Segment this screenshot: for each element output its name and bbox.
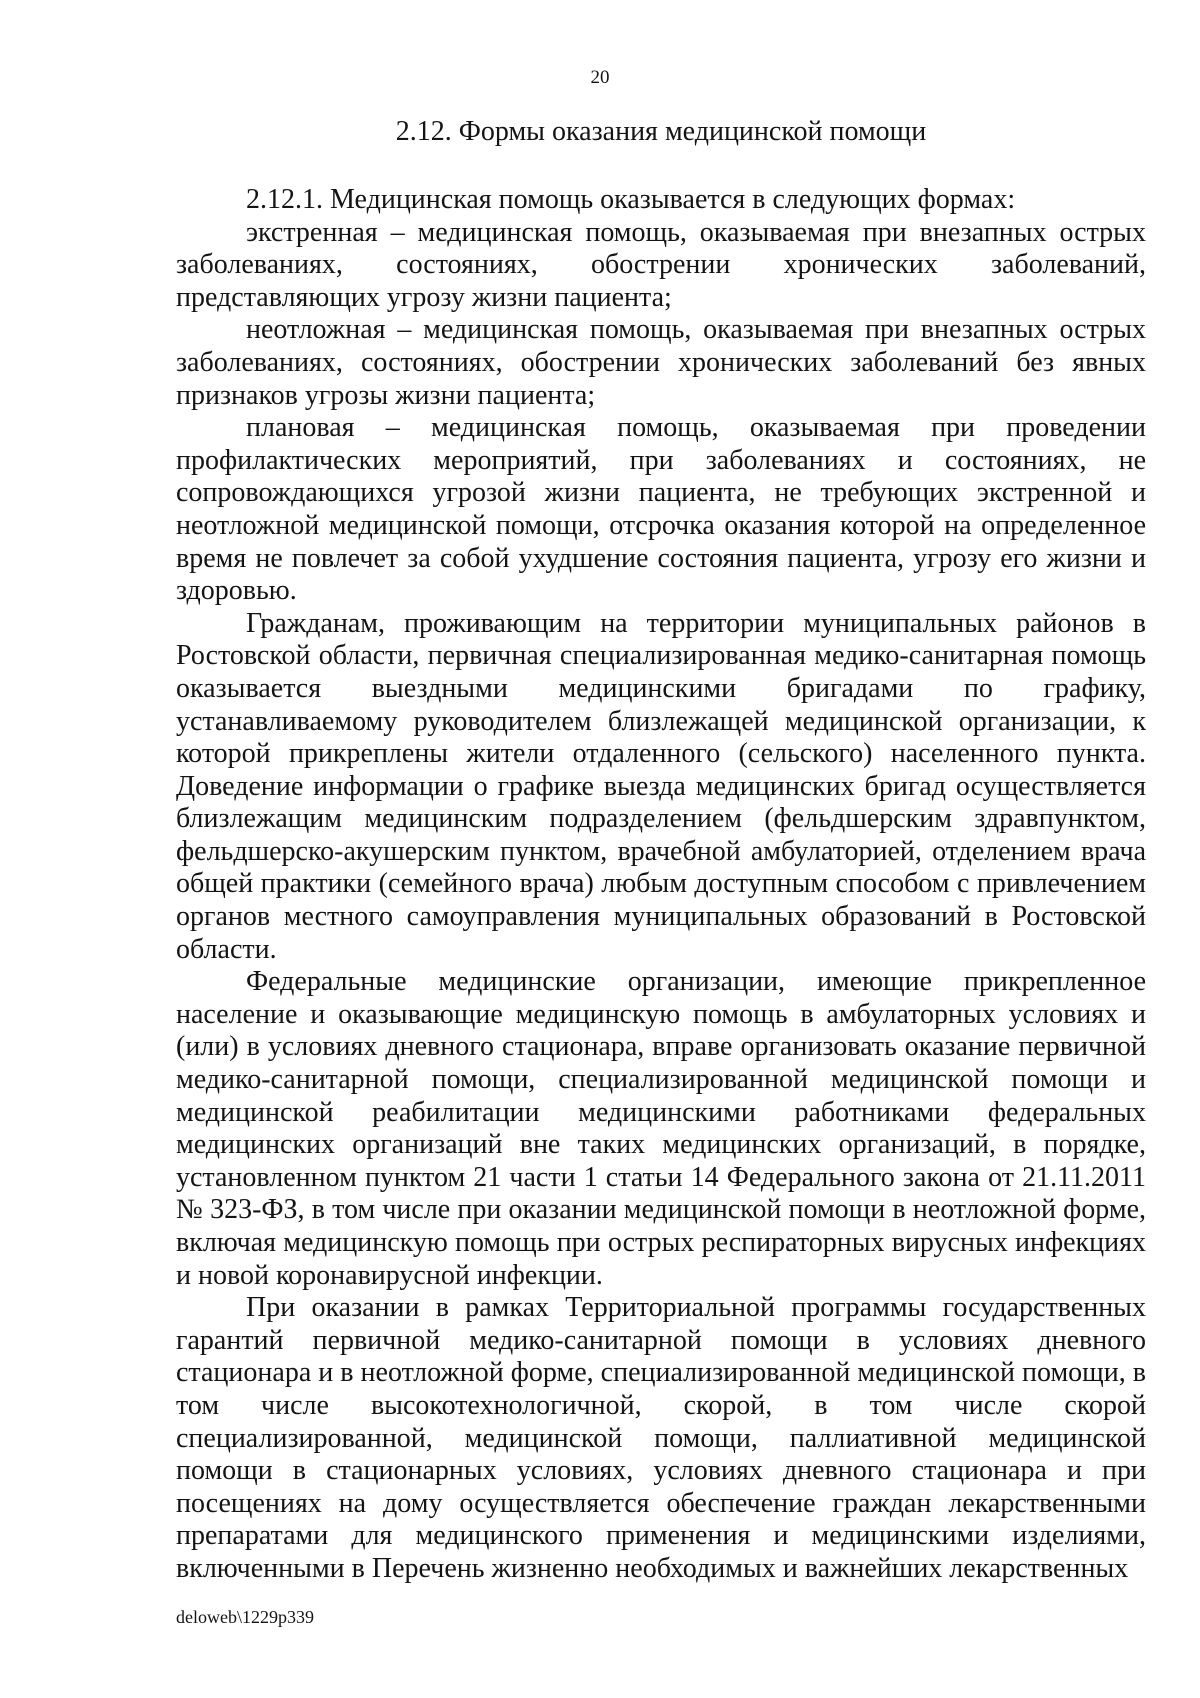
paragraph-intro: 2.12.1. Медицинская помощь оказывается в следующих формах: — [246, 184, 1016, 215]
paragraph-planned-form: плановая – медицинская помощь, оказываемая при проведении профилактических мероприятий, при заболеваниях и состояниях, не сопровождающихся угрозой жизни пациента, не требующих экстренной и неотложной медицинской помощи, отсрочка оказания которой на определенное время не повлечет за собой ухудшение состояния пациента, угрозу его жизни и здоровью. — [176, 412, 1146, 607]
paragraph-federal-organizations: Федеральные медицинские организации, имеющие прикрепленное население и оказывающие медицинскую помощь в амбулаторных условиях и (или) в условиях дневного стационара, вправе организовать оказание первичной медико-санитарной помощи, специализированной медицинской помощи и медицинской реабилитации медицинскими работниками федеральных медицинских организаций вне таких медицинских организаций, в порядке, установленном пунктом 21 части 1 статьи 14 Федерального закона от 21.11.2011 № 323-ФЗ, в том числе при оказании медицинской помощи в неотложной форме, включая медицинскую помощь при острых респираторных вирусных инфекциях и новой коронавирусной инфекции. — [176, 966, 1146, 1291]
document-footer-code: deloweb\1229p339 — [176, 1607, 314, 1627]
paragraph-drug-provision: При оказании в рамках Территориальной программы государственных гарантий первичной медико-санитарной помощи в условиях дневного стационара и в неотложной форме, специализированной медицинской помощи, в том числе высокотехнологичной, скорой, в том числе скорой специализированной, медицинской помощи, паллиативной медицинской помощи в стационарных условиях, условиях дневного стационара и при посещениях на дому осуществляется обеспечение граждан лекарственными препаратами для медицинского применения и медицинскими изделиями, включенными в Перечень жизненно необходимых и важнейших лекарственных — [176, 1292, 1146, 1584]
section-heading: 2.12. Формы оказания медицинской помощи — [395, 116, 927, 147]
paragraph-emergency-form: экстренная – медицинская помощь, оказываемая при внезапных острых заболеваниях, состояниях, обострении хронических заболеваний, представляющих угрозу жизни пациента; — [176, 216, 1146, 313]
paragraph-mobile-teams: Гражданам, проживающим на территории муниципальных районов в Ростовской области, первичная специализированная медико-санитарная помощь оказывается выездными медицинскими бригадами по графику, устанавливаемому руководителем близлежащей медицинской организации, к которой прикреплены жители отдаленного (сельского) населенного пункта. Доведение информации о графике выезда медицинских бригад осуществляется близлежащим медицинским подразделением (фельдшерским здравпунктом, фельдшерско-акушерским пунктом, врачебной амбулаторией, отделением врача общей практики (семейного врача) любым доступным способом с привлечением органов местного самоуправления муниципальных образований в Ростовской области. — [176, 607, 1146, 965]
paragraph-urgent-form: неотложная – медицинская помощь, оказываемая при внезапных острых заболеваниях, состояниях, обострении хронических заболеваний без явных признаков угрозы жизни пациента; — [176, 314, 1146, 411]
document-body — [176, 184, 1146, 1586]
page-number: 20 — [590, 67, 610, 88]
